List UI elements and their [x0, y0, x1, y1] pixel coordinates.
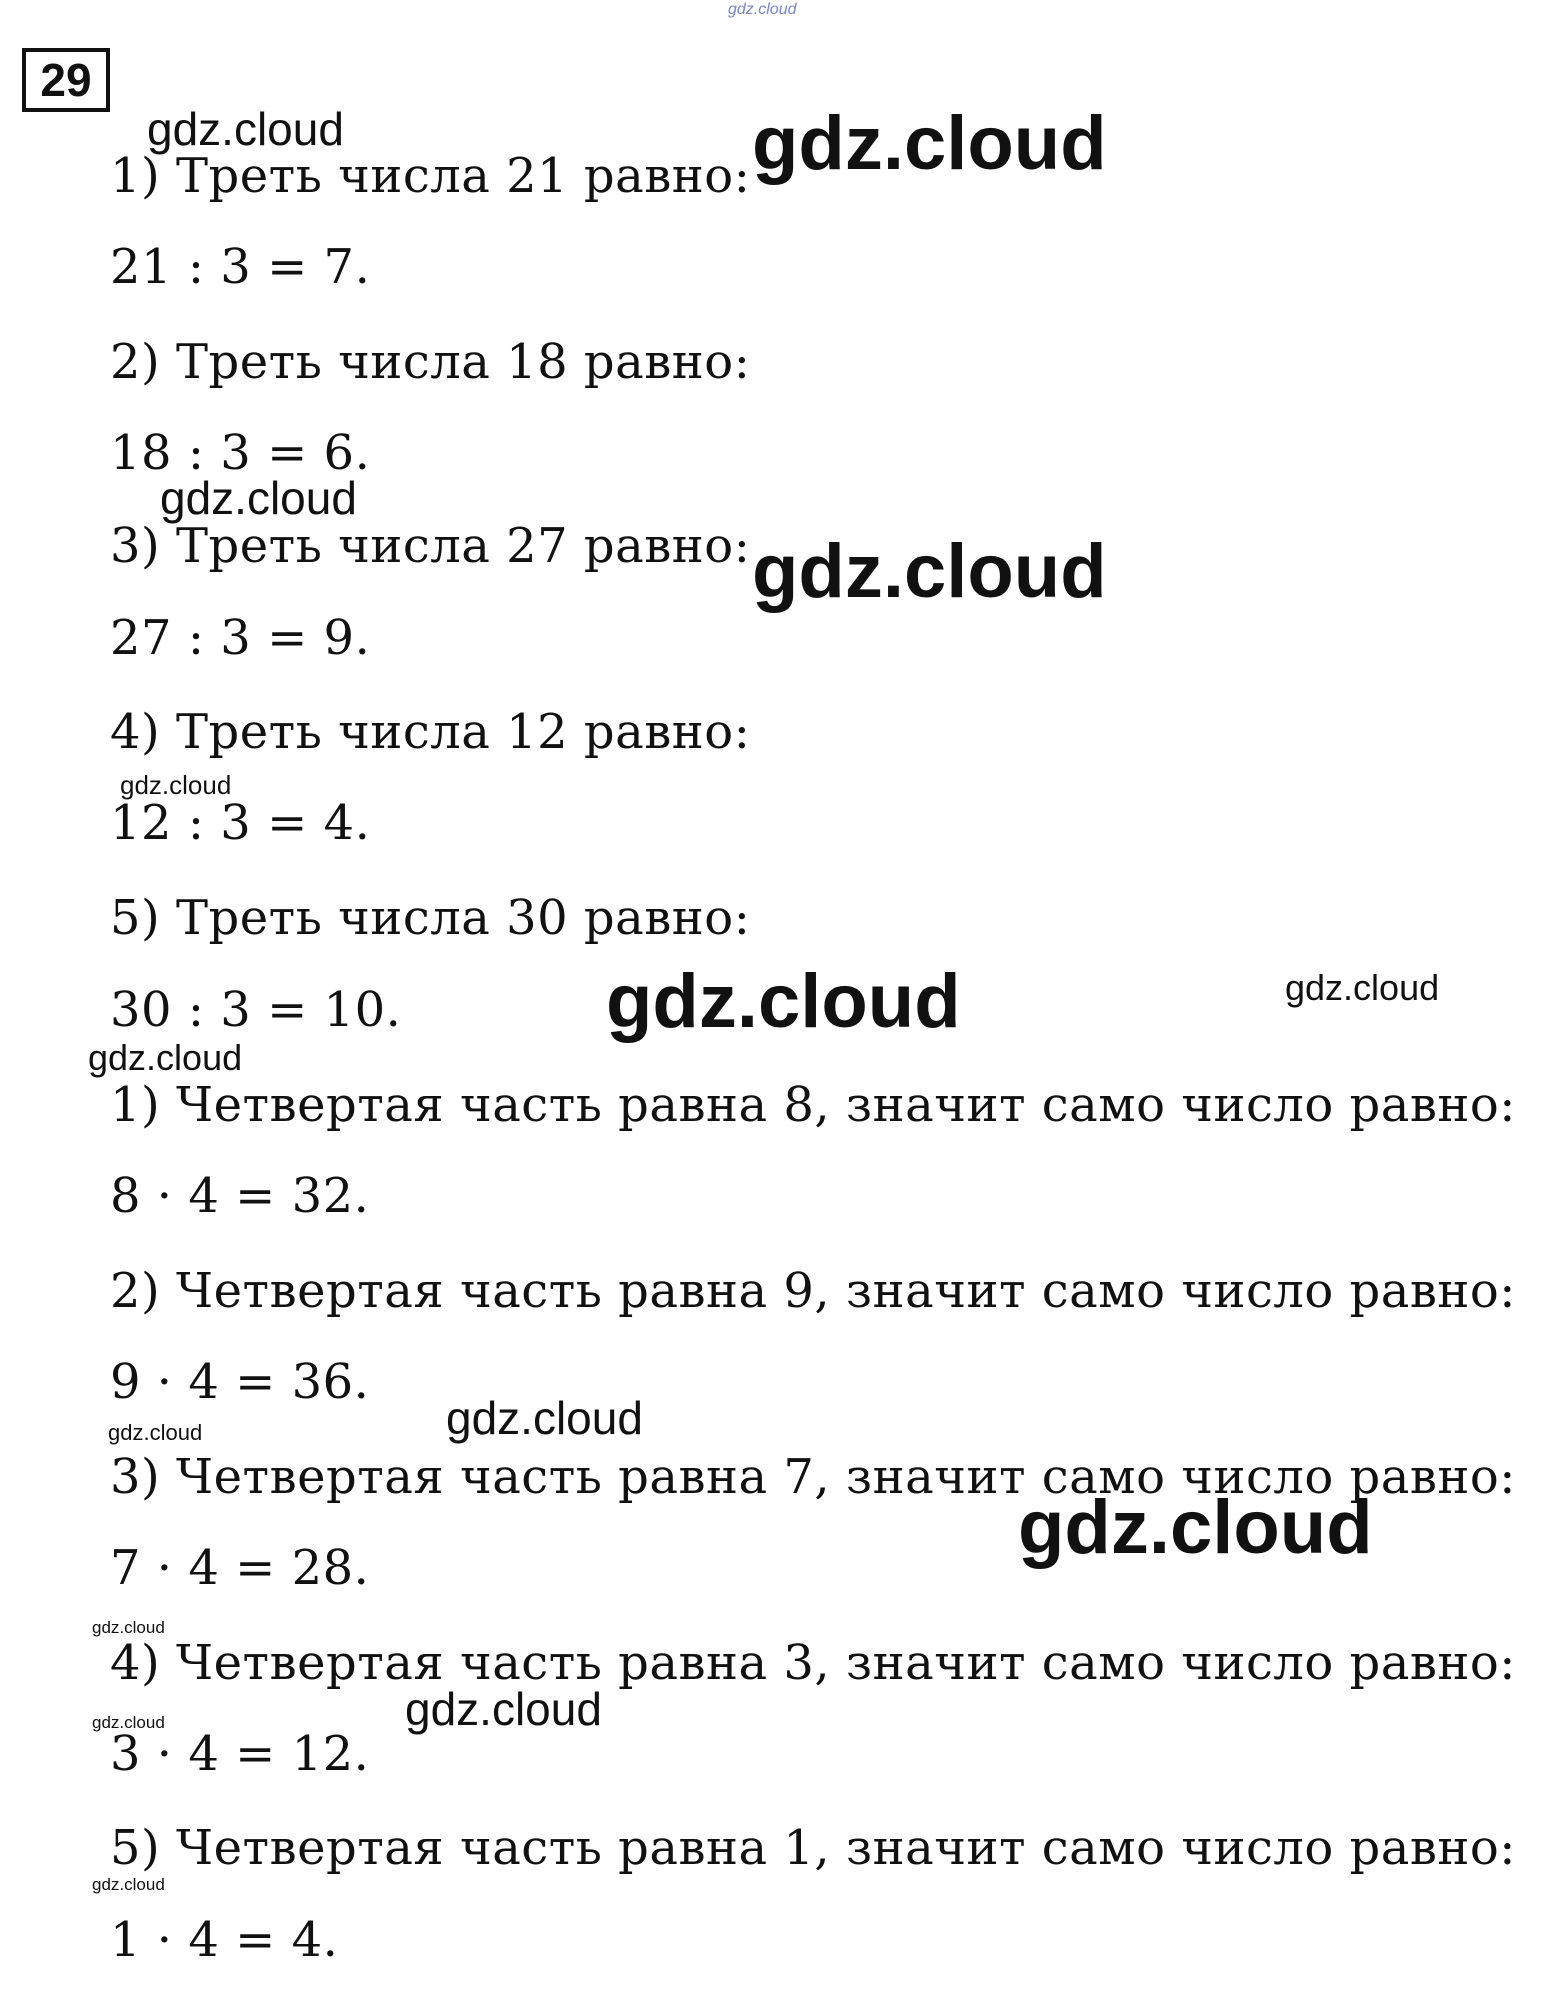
- solution-2-3: 7 · 4 = 28.: [110, 1540, 370, 1596]
- task-number: 29: [22, 48, 110, 112]
- statement-2-1: 1) Четвертая часть равна 8, значит само число равно:: [110, 1077, 1516, 1133]
- watermark: gdz.cloud: [147, 103, 344, 155]
- watermark: gdz.cloud: [1285, 967, 1440, 1008]
- watermark: gdz.cloud: [405, 1683, 602, 1735]
- watermark: gdz.cloud: [1018, 1485, 1373, 1570]
- statement-2-3: 3) Четвертая часть равна 7, значит само число равно:: [110, 1449, 1516, 1505]
- statement-1-2: 2) Треть числа 18 равно:: [110, 334, 751, 390]
- solution-2-5: 1 · 4 = 4.: [110, 1912, 339, 1968]
- statement-2-4: 4) Четвертая часть равна 3, значит само число равно:: [110, 1635, 1516, 1691]
- watermark: gdz.cloud: [92, 1618, 165, 1637]
- watermark: gdz.cloud: [752, 529, 1107, 614]
- statement-2-2: 2) Четвертая часть равна 9, значит само число равно:: [110, 1263, 1516, 1319]
- solution-1-2: 18 : 3 = 6.: [110, 425, 371, 481]
- solution-1-5: 30 : 3 = 10.: [110, 982, 402, 1038]
- solution-2-4: 3 · 4 = 12.: [110, 1726, 370, 1782]
- solution-2-2: 9 · 4 = 36.: [110, 1354, 370, 1410]
- statement-1-5: 5) Треть числа 30 равно:: [110, 890, 751, 946]
- solution-1-4: 12 : 3 = 4.: [110, 795, 371, 851]
- watermark: gdz.cloud: [108, 1420, 203, 1445]
- watermark: gdz.cloud: [92, 1713, 165, 1732]
- watermark: gdz.cloud: [606, 959, 961, 1044]
- statement-2-5: 5) Четвертая часть равна 1, значит само число равно:: [110, 1820, 1516, 1876]
- watermark-top: gdz.cloud: [728, 1, 797, 18]
- watermark: gdz.cloud: [92, 1875, 165, 1894]
- solution-1-1: 21 : 3 = 7.: [110, 239, 371, 295]
- watermark: gdz.cloud: [120, 770, 232, 800]
- watermark: gdz.cloud: [88, 1037, 243, 1078]
- watermark: gdz.cloud: [752, 101, 1107, 186]
- statement-1-3: 3) Треть числа 27 равно:: [110, 518, 751, 574]
- solution-2-1: 8 · 4 = 32.: [110, 1168, 370, 1224]
- statement-1-1: 1) Треть числа 21 равно:: [110, 148, 751, 204]
- watermark: gdz.cloud: [446, 1392, 643, 1444]
- solution-1-3: 27 : 3 = 9.: [110, 610, 371, 666]
- statement-1-4: 4) Треть числа 12 равно:: [110, 704, 751, 760]
- watermark: gdz.cloud: [160, 472, 357, 524]
